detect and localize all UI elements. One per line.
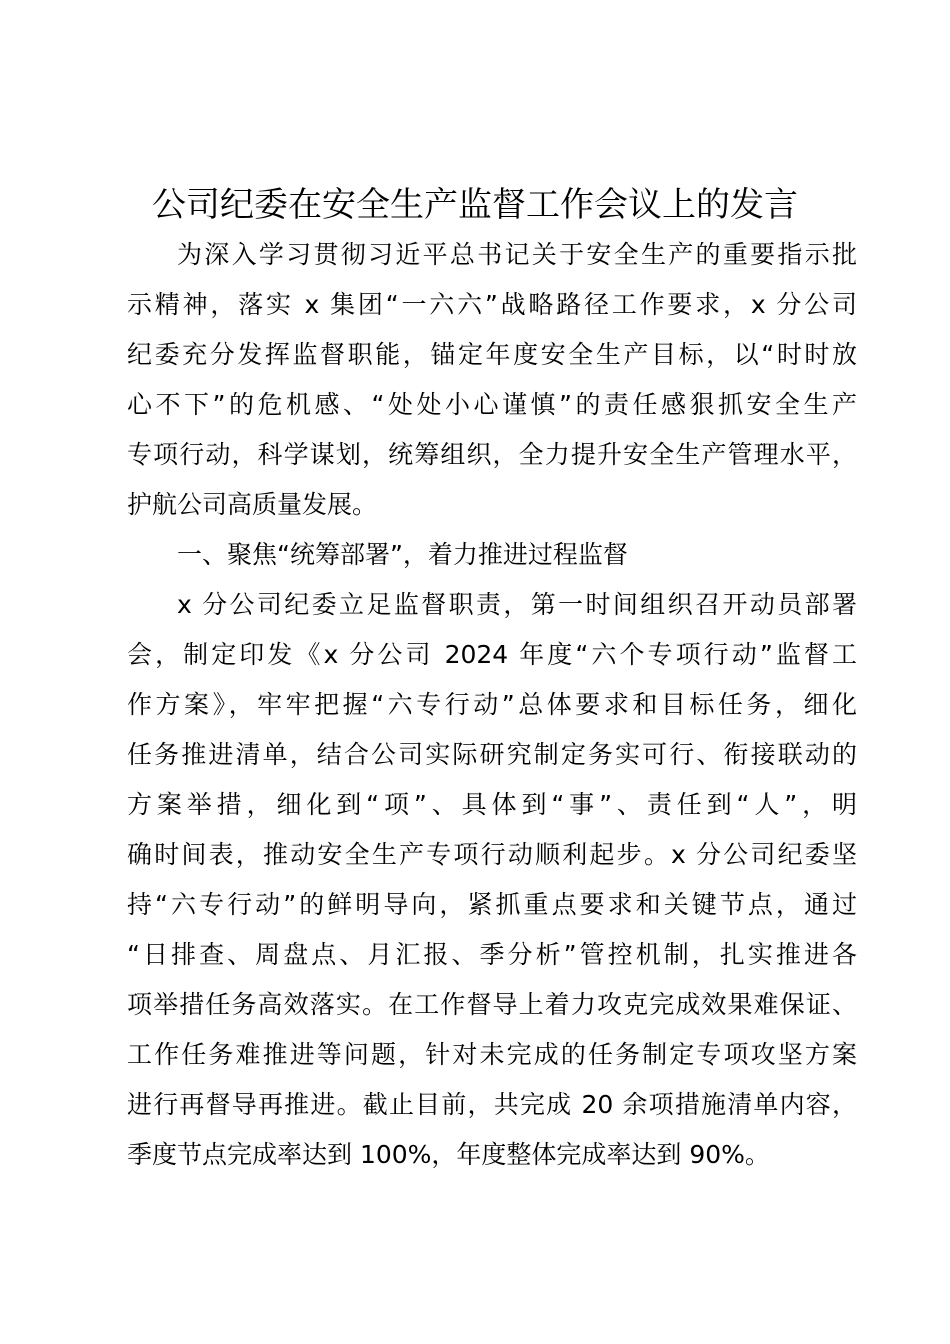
text-line: 持“六专行动”的鲜明导向，紧抓重点要求和关键节点，通过: [127, 890, 857, 919]
document-body: [127, 230, 857, 1180]
paragraph-intro: [127, 230, 857, 530]
text-line: 进行再督导再推进。截止目前，共完成 20 余项措施清单内容，: [127, 1090, 857, 1119]
text-line: 季度节点完成率达到 100%，年度整体完成率达到 90%。: [127, 1140, 770, 1169]
text-line: 任务推进清单，结合公司实际研究制定务实可行、衔接联动的: [127, 740, 857, 769]
text-line: 示精神，落实 x 集团“一六六”战略路径工作要求，x 分公司: [127, 290, 857, 319]
text-line: 确时间表，推动安全生产专项行动顺利起步。x 分公司纪委坚: [127, 840, 857, 869]
text-line: x 分公司纪委立足监督职责，第一时间组织召开动员部署: [177, 590, 857, 619]
text-line: 护航公司高质量发展。: [127, 490, 378, 519]
text-line: “日排查、周盘点、月汇报、季分析”管控机制，扎实推进各: [127, 940, 857, 969]
text-line: 方案举措，细化到“项”、具体到“事”、责任到“人”，明: [127, 790, 857, 819]
text-line: 工作任务难推进等问题，针对未完成的任务制定专项攻坚方案: [127, 1040, 857, 1069]
text-line: 会，制定印发《x 分公司 2024 年度“六个专项行动”监督工: [127, 640, 857, 669]
document-title: 公司纪委在安全生产监督工作会议上的发言: [152, 185, 798, 225]
text-line: 为深入学习贯彻习近平总书记关于安全生产的重要指示批: [177, 240, 857, 269]
section-heading: 一、聚焦“统筹部署”，着力推进过程监督: [177, 540, 628, 569]
paragraph-section-1: [127, 580, 857, 1180]
text-line: 纪委充分发挥监督职能，锚定年度安全生产目标，以“时时放: [127, 340, 857, 369]
text-line: 作方案》，牢牢把握“六专行动”总体要求和目标任务，细化: [127, 690, 857, 719]
text-line: 心不下”的危机感、“处处小心谨慎”的责任感狠抓安全生产: [127, 390, 857, 419]
text-line: 专项行动，科学谋划，统筹组织，全力提升安全生产管理水平，: [127, 440, 857, 469]
text-line: 项举措任务高效落实。在工作督导上着力攻克完成效果难保证、: [127, 990, 857, 1019]
